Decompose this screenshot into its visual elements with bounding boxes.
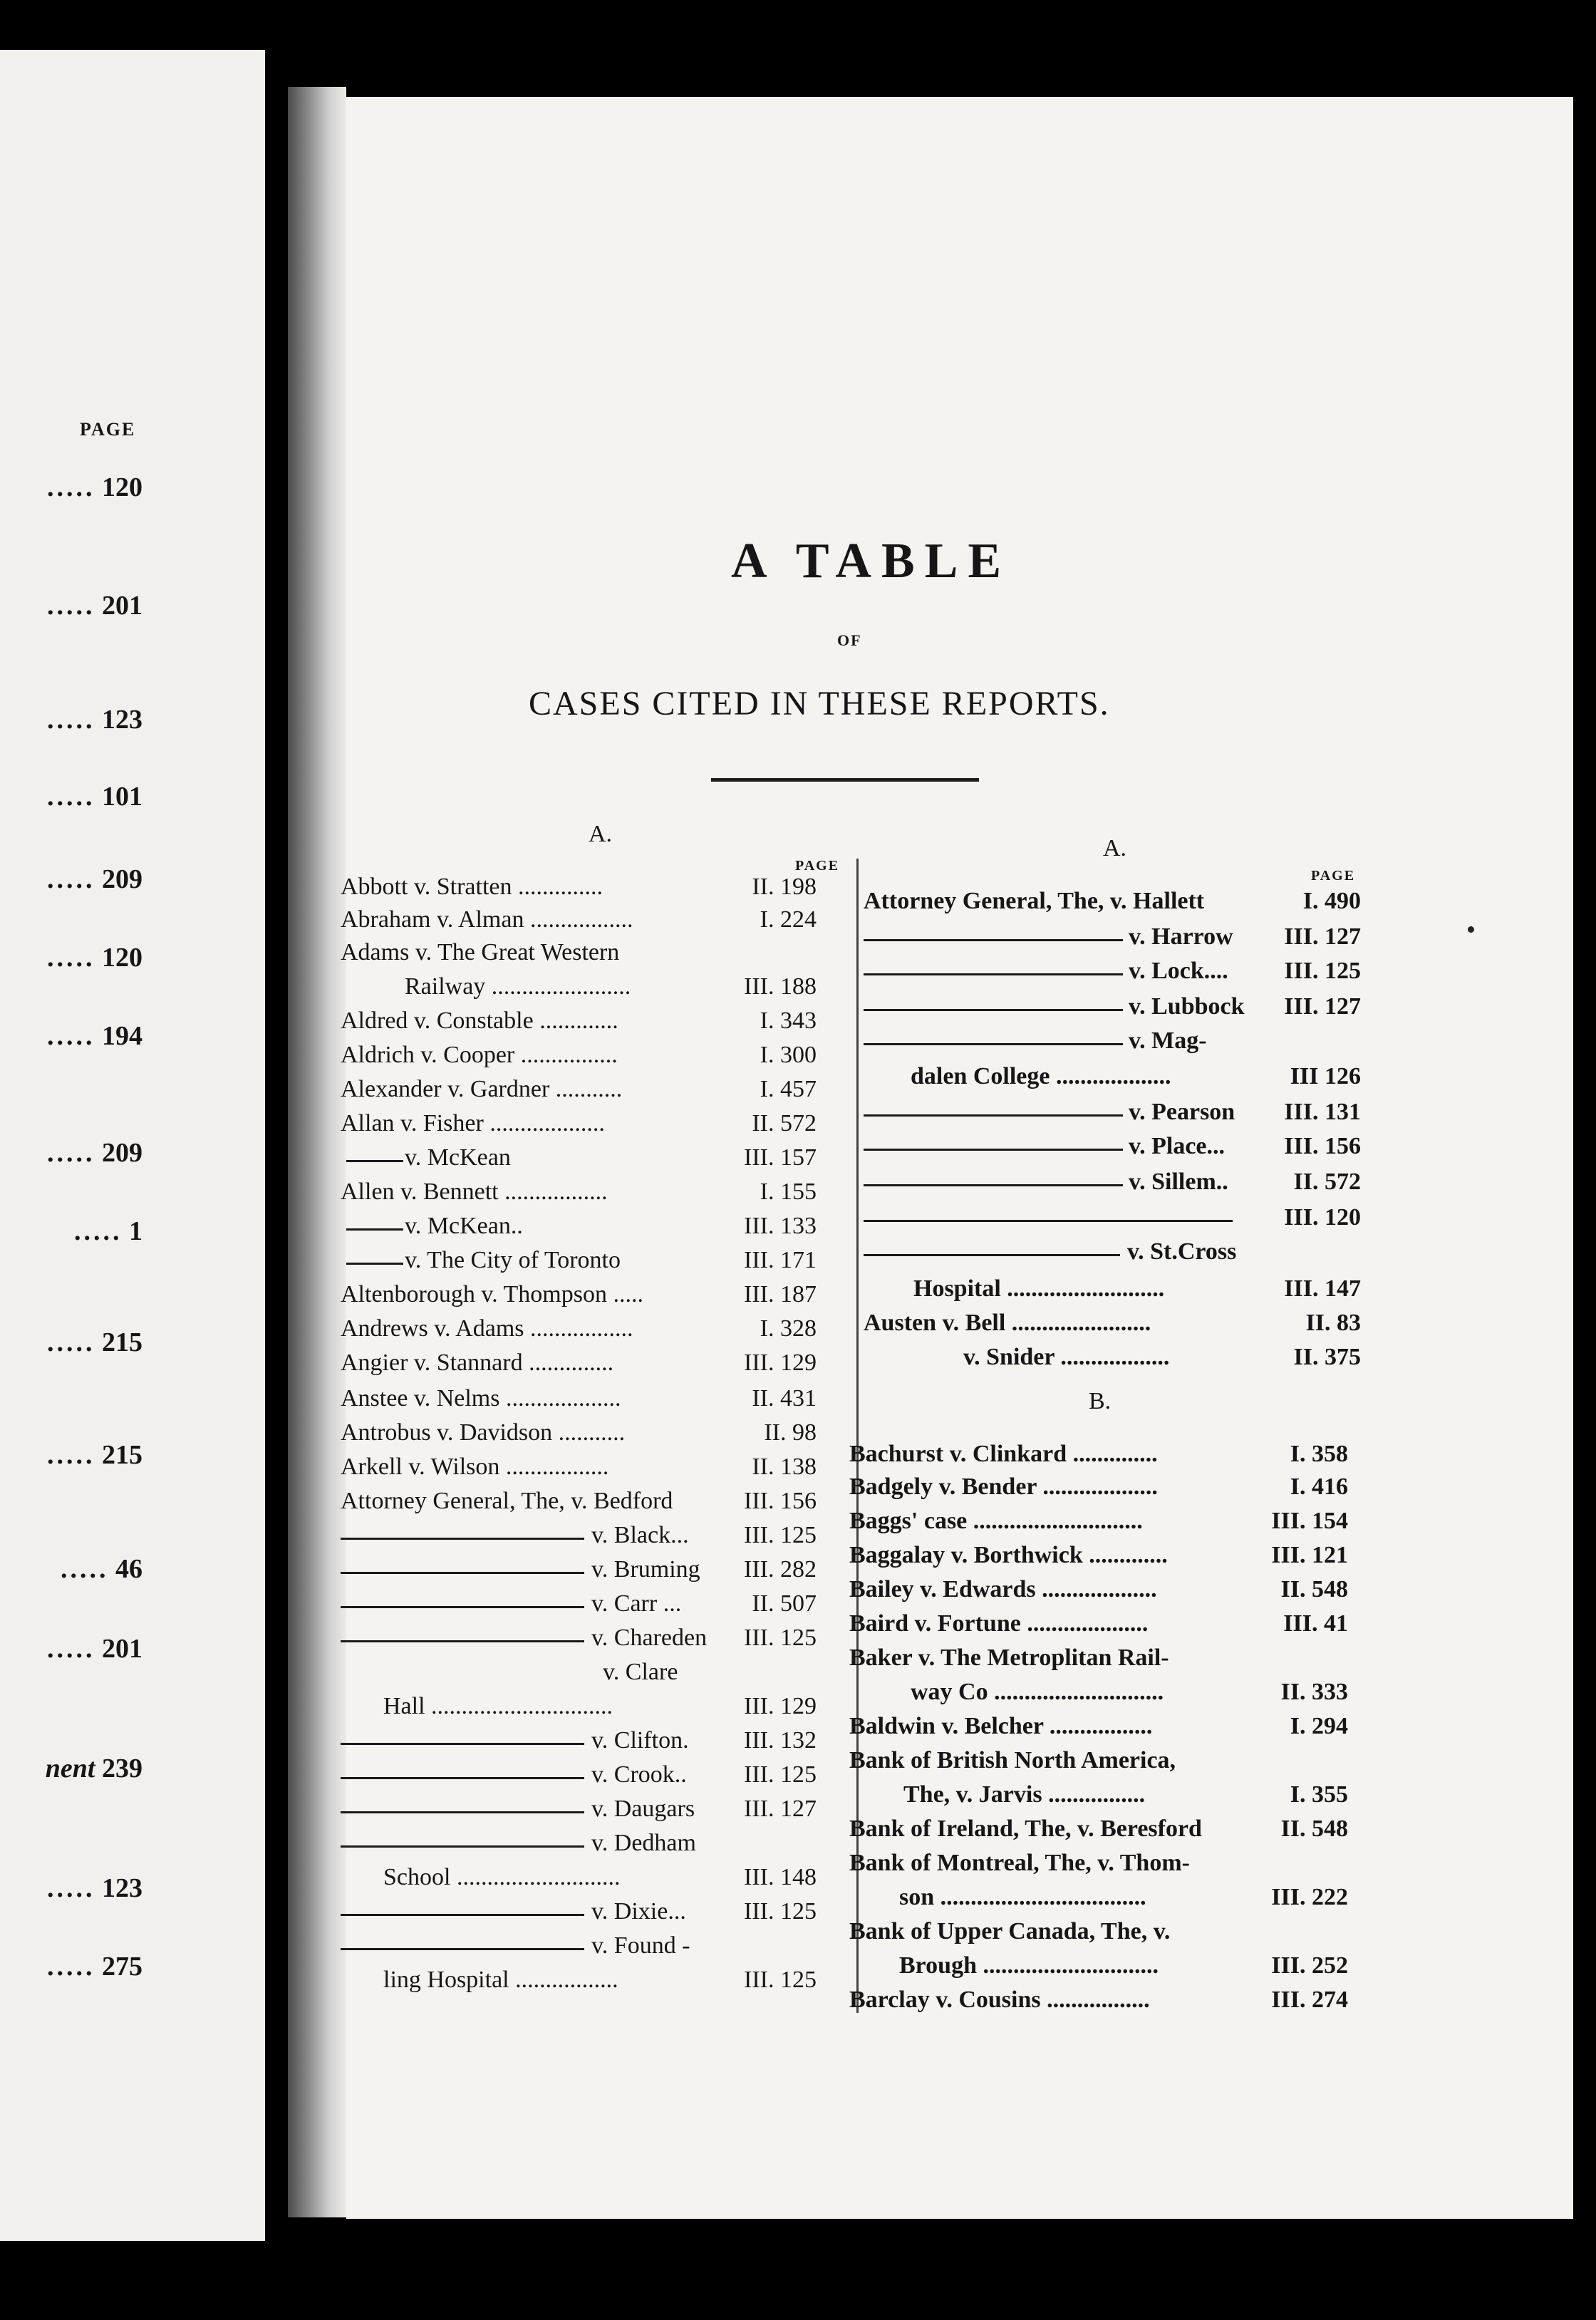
case-page: III. 41 xyxy=(1283,1610,1348,1637)
case-entry xyxy=(341,1488,817,1516)
case-name: v. Crook.. xyxy=(591,1761,687,1788)
right-column-letter-a: A. xyxy=(1103,835,1127,861)
case-name: Abbott v. Stratten .............. xyxy=(341,874,603,900)
case-entry xyxy=(341,1144,817,1173)
case-name: Adams v. The Great Western xyxy=(341,939,620,965)
left-page-row-page: 123 xyxy=(102,705,142,735)
leader-dots: ..... xyxy=(61,1554,109,1584)
case-name: Barclay v. Cousins ................. xyxy=(849,1987,1150,2013)
case-page: III. 129 xyxy=(744,1693,817,1719)
case-name: Attorney General, The, v. Bedford xyxy=(341,1488,673,1514)
left-page-row xyxy=(0,1137,142,1169)
case-page: I. 416 xyxy=(1290,1474,1348,1500)
case-entry xyxy=(864,1027,1361,1056)
case-name: v. Black... xyxy=(591,1522,689,1548)
case-entry xyxy=(341,1042,817,1070)
case-entry xyxy=(341,1247,817,1275)
case-name: v. Sillem.. xyxy=(1129,1169,1228,1195)
case-page: III. 120 xyxy=(1284,1204,1361,1231)
left-page-row-page: 201 xyxy=(102,1634,142,1664)
case-page: III. 121 xyxy=(1271,1542,1348,1568)
left-page-row xyxy=(0,704,142,735)
case-entry xyxy=(864,1204,1361,1233)
left-page-row-page: 194 xyxy=(102,1021,142,1051)
left-page-row-text: nent xyxy=(45,1754,102,1783)
left-page-row xyxy=(0,1327,142,1358)
case-entry xyxy=(341,1454,817,1482)
case-page: II. 375 xyxy=(1293,1344,1361,1370)
case-name: Badgely v. Bender ................... xyxy=(849,1474,1158,1500)
case-name: School ........................... xyxy=(383,1864,621,1890)
case-entry xyxy=(864,1344,1361,1372)
case-entry xyxy=(341,1350,817,1378)
case-entry xyxy=(864,888,1361,916)
case-page: III. 127 xyxy=(1284,993,1361,1020)
ditto-dash xyxy=(341,1777,584,1779)
case-entry xyxy=(341,1967,817,1995)
left-page-row-page: 215 xyxy=(102,1440,142,1470)
case-entry xyxy=(864,993,1361,1022)
ditto-dash xyxy=(341,1811,584,1813)
case-entry xyxy=(864,1275,1361,1304)
case-name: v. St.Cross xyxy=(1127,1238,1237,1265)
ditto-dash xyxy=(864,1184,1123,1186)
left-page-row xyxy=(0,942,142,973)
left-page-row-page: 239 xyxy=(102,1754,142,1783)
left-page-row-page: 275 xyxy=(102,1952,142,1982)
case-name: v. Snider .................. xyxy=(963,1344,1170,1370)
case-page: II. 572 xyxy=(1293,1169,1361,1195)
left-page-row xyxy=(0,1873,142,1904)
case-name: Austen v. Bell ....................... xyxy=(864,1310,1151,1336)
ditto-dash xyxy=(341,1948,584,1950)
case-name: Baker v. The Metroplitan Rail- xyxy=(849,1645,1169,1671)
case-page: I. 224 xyxy=(760,906,817,933)
case-name: v. Harrow xyxy=(1129,923,1233,950)
case-entry xyxy=(849,1576,1348,1605)
case-entry xyxy=(849,1508,1348,1536)
leader-dots: ..... xyxy=(47,782,95,812)
case-page: II. 548 xyxy=(1280,1576,1348,1602)
ditto-dash xyxy=(864,1114,1123,1117)
case-entry xyxy=(864,1133,1361,1161)
case-page: III. 188 xyxy=(744,973,817,1000)
left-page-header: PAGE xyxy=(80,419,136,440)
case-name: v. The City of Toronto xyxy=(405,1247,621,1273)
left-page-row xyxy=(0,1020,142,1052)
case-page: III. 131 xyxy=(1284,1099,1361,1125)
case-name: dalen College ................... xyxy=(911,1063,1171,1089)
case-name: Bank of Ireland, The, v. Beresford xyxy=(849,1816,1202,1842)
case-entry xyxy=(864,1063,1361,1092)
ditto-dash xyxy=(341,1743,584,1745)
case-name: Aldred v. Constable ............. xyxy=(341,1008,618,1034)
ditto-dash xyxy=(346,1228,403,1231)
ink-spot xyxy=(1468,926,1474,933)
leader-dots: ..... xyxy=(47,864,95,894)
case-entry xyxy=(849,1781,1348,1810)
case-page: III. 125 xyxy=(744,1761,817,1788)
case-name: Arkell v. Wilson ................. xyxy=(341,1454,609,1480)
case-entry xyxy=(341,1076,817,1104)
case-page: III. 252 xyxy=(1271,1952,1348,1979)
case-page: III. 157 xyxy=(744,1144,817,1171)
case-page: I. 358 xyxy=(1290,1441,1348,1467)
left-page-row xyxy=(0,864,142,895)
case-entry xyxy=(341,906,817,935)
case-name: v. Carr ... xyxy=(591,1590,682,1617)
case-name: Bachurst v. Clinkard .............. xyxy=(849,1441,1158,1467)
case-entry xyxy=(849,1952,1348,1981)
case-page: III. 154 xyxy=(1271,1508,1348,1534)
left-page-row xyxy=(0,590,142,621)
case-entry xyxy=(341,874,817,902)
case-page: III. 187 xyxy=(744,1281,817,1307)
case-name: Anstee v. Nelms ................... xyxy=(341,1385,621,1412)
case-page: III. 148 xyxy=(744,1864,817,1890)
leader-dots: ..... xyxy=(47,1440,95,1470)
case-entry xyxy=(341,1932,817,1961)
right-column-page-header: PAGE xyxy=(1311,868,1356,884)
case-entry xyxy=(864,923,1361,952)
ditto-dash xyxy=(341,1572,584,1574)
case-page: III 126 xyxy=(1290,1063,1361,1089)
case-name: Alexander v. Gardner ........... xyxy=(341,1076,623,1102)
case-page: II. 138 xyxy=(752,1454,817,1480)
case-name: v. Clifton. xyxy=(591,1727,689,1754)
left-page-row xyxy=(0,1633,142,1664)
ditto-dash xyxy=(341,1914,584,1916)
case-entry xyxy=(341,1898,817,1927)
case-name: The, v. Jarvis ................ xyxy=(903,1781,1146,1808)
case-name: v. McKean.. xyxy=(405,1213,523,1239)
left-page-row xyxy=(0,1951,142,1982)
case-entry xyxy=(864,1310,1361,1338)
case-page: III. 156 xyxy=(1284,1133,1361,1159)
left-page xyxy=(0,50,265,2241)
ditto-dash xyxy=(864,1149,1123,1151)
page-title: A TABLE xyxy=(731,534,1012,589)
case-page: III. 125 xyxy=(1284,958,1361,984)
case-name: v. Chareden xyxy=(591,1625,708,1651)
case-page: III. 125 xyxy=(744,1898,817,1925)
left-column-page-header: PAGE xyxy=(795,858,840,874)
leader-dots: ..... xyxy=(47,1634,95,1664)
case-name: Brough ............................. xyxy=(899,1952,1159,1979)
page-subtitle: CASES CITED IN THESE REPORTS. xyxy=(529,685,1110,723)
case-name: way Co ............................ xyxy=(911,1679,1164,1705)
case-entry xyxy=(341,1796,817,1824)
case-name: Antrobus v. Davidson ........... xyxy=(341,1419,626,1446)
case-name: Baird v. Fortune .................... xyxy=(849,1610,1149,1637)
left-page-row-page: 101 xyxy=(102,782,142,812)
case-entry xyxy=(849,1441,1348,1469)
case-page: III. 147 xyxy=(1284,1275,1361,1302)
left-page-row-page: 215 xyxy=(102,1327,142,1357)
case-entry xyxy=(849,1645,1348,1673)
leader-dots: ..... xyxy=(47,705,95,735)
ditto-dash xyxy=(864,939,1123,941)
case-page: II. 431 xyxy=(752,1385,817,1412)
case-page: III. 125 xyxy=(744,1625,817,1651)
case-entry xyxy=(849,1987,1348,2015)
case-page: III. 127 xyxy=(744,1796,817,1822)
case-entry xyxy=(849,1679,1348,1707)
case-entry xyxy=(341,1385,817,1414)
right-column-letter-b: B. xyxy=(1089,1388,1112,1414)
case-name: Altenborough v. Thompson ..... xyxy=(341,1281,643,1307)
book-spine xyxy=(288,87,346,2217)
case-page: II. 83 xyxy=(1305,1310,1361,1336)
case-page: I. 355 xyxy=(1290,1781,1348,1808)
ditto-dash xyxy=(341,1845,584,1848)
left-page-row-page: 123 xyxy=(102,1873,142,1903)
case-page: II. 333 xyxy=(1280,1679,1348,1705)
case-name: v. Found - xyxy=(591,1932,690,1959)
case-name: v. Place... xyxy=(1129,1133,1226,1159)
left-page-row xyxy=(0,1439,142,1471)
case-entry xyxy=(849,1542,1348,1570)
case-page: I. 300 xyxy=(760,1042,817,1068)
case-name: Angier v. Stannard .............. xyxy=(341,1350,614,1376)
case-entry xyxy=(341,1590,817,1619)
case-name: v. Clare xyxy=(603,1659,678,1685)
case-entry xyxy=(849,1474,1348,1502)
case-page: III. 127 xyxy=(1284,923,1361,950)
left-page-row xyxy=(0,1753,142,1784)
case-entry xyxy=(341,1213,817,1241)
case-name: ling Hospital ................. xyxy=(383,1967,618,1993)
case-page: III. 133 xyxy=(744,1213,817,1239)
left-page-row-page: 120 xyxy=(102,472,142,502)
case-name: v. McKean xyxy=(405,1144,511,1171)
case-entry xyxy=(341,1693,817,1721)
case-entry xyxy=(341,1659,817,1687)
case-page: III. 274 xyxy=(1271,1987,1348,2013)
case-page: II. 507 xyxy=(752,1590,817,1617)
leader-dots: ..... xyxy=(47,591,95,621)
case-page: III. 171 xyxy=(744,1247,817,1273)
case-page: I. 457 xyxy=(760,1076,817,1102)
ditto-dash xyxy=(341,1606,584,1608)
ditto-dash xyxy=(864,1009,1123,1011)
case-entry xyxy=(341,1761,817,1790)
left-page-row-page: 209 xyxy=(102,864,142,894)
case-name: Allan v. Fisher ................... xyxy=(341,1110,605,1136)
case-page: II. 548 xyxy=(1280,1816,1348,1842)
case-entry xyxy=(864,958,1361,986)
case-name: Aldrich v. Cooper ................ xyxy=(341,1042,618,1068)
case-page: III. 125 xyxy=(744,1522,817,1548)
case-page: III. 156 xyxy=(744,1488,817,1514)
case-name: Bank of British North America, xyxy=(849,1747,1176,1773)
case-entry xyxy=(341,1727,817,1756)
case-name: Hospital .......................... xyxy=(913,1275,1165,1302)
leader-dots: ..... xyxy=(47,1327,95,1357)
leader-dots: ..... xyxy=(47,1138,95,1168)
leader-dots: ..... xyxy=(47,1873,95,1903)
left-page-row-page: 120 xyxy=(102,943,142,973)
case-name: Andrews v. Adams ................. xyxy=(341,1315,633,1342)
case-entry xyxy=(341,1281,817,1310)
case-entry xyxy=(341,1110,817,1139)
ditto-dash xyxy=(346,1160,403,1162)
case-entry xyxy=(341,1179,817,1207)
ditto-dash xyxy=(864,1043,1123,1045)
case-page: III. 129 xyxy=(744,1350,817,1376)
title-of: OF xyxy=(837,631,862,649)
case-entry xyxy=(849,1610,1348,1639)
case-entry xyxy=(849,1850,1348,1878)
leader-dots: ..... xyxy=(47,943,95,973)
left-page-row-page: 1 xyxy=(129,1216,142,1246)
ditto-dash xyxy=(864,973,1123,975)
ditto-dash xyxy=(341,1640,584,1642)
case-entry xyxy=(849,1747,1348,1776)
case-name: v. Dixie... xyxy=(591,1898,686,1925)
case-page: I. 328 xyxy=(760,1315,817,1342)
case-name: Baggs' case ............................ xyxy=(849,1508,1143,1534)
case-page: III. 125 xyxy=(744,1967,817,1993)
case-entry xyxy=(341,939,817,968)
case-name: v. Daugars xyxy=(591,1796,695,1822)
case-page: II. 198 xyxy=(752,874,817,900)
leader-dots: ..... xyxy=(47,1021,95,1051)
left-page-row-page: 201 xyxy=(102,591,142,621)
case-page: I. 294 xyxy=(1290,1713,1348,1739)
case-page: II. 572 xyxy=(752,1110,817,1136)
left-page-row-page: 209 xyxy=(102,1138,142,1168)
case-name: Hall .............................. xyxy=(383,1693,613,1719)
left-page-row xyxy=(0,1216,142,1247)
case-name: v. Lubbock xyxy=(1129,993,1245,1020)
case-name: v. Bruming xyxy=(591,1556,700,1583)
case-entry xyxy=(341,1315,817,1344)
case-entry xyxy=(341,1830,817,1858)
case-name: Allen v. Bennett ................. xyxy=(341,1179,608,1205)
case-name: v. Dedham xyxy=(591,1830,696,1856)
left-column-letter: A. xyxy=(589,821,613,847)
case-page: I. 343 xyxy=(760,1008,817,1034)
case-name: Abraham v. Alman ................. xyxy=(341,906,633,933)
case-name: v. Lock.... xyxy=(1129,958,1228,984)
case-entry xyxy=(341,1522,817,1550)
case-entry xyxy=(849,1918,1348,1947)
case-entry xyxy=(849,1713,1348,1741)
case-entry xyxy=(864,1238,1361,1267)
case-entry xyxy=(849,1816,1348,1844)
leader-dots: ..... xyxy=(74,1216,123,1246)
left-page-row-page: 46 xyxy=(115,1554,142,1584)
case-page: I. 155 xyxy=(760,1179,817,1205)
case-name: son .................................. xyxy=(899,1884,1146,1910)
ditto-dash xyxy=(346,1263,403,1265)
case-name: Baldwin v. Belcher ................. xyxy=(849,1713,1153,1739)
ditto-dash xyxy=(341,1538,584,1540)
case-name: Bailey v. Edwards ................... xyxy=(849,1576,1157,1602)
case-entry xyxy=(341,1556,817,1585)
case-name: v. Pearson xyxy=(1129,1099,1235,1125)
case-name: Railway ....................... xyxy=(405,973,631,1000)
leader-dots: ..... xyxy=(47,1952,95,1982)
case-name: Bank of Montreal, The, v. Thom- xyxy=(849,1850,1190,1876)
case-page: III. 132 xyxy=(744,1727,817,1754)
case-name: Baggalay v. Borthwick ............. xyxy=(849,1542,1168,1568)
ditto-dash xyxy=(864,1220,1233,1222)
ditto-dash xyxy=(864,1254,1120,1256)
left-page-row xyxy=(0,472,142,503)
case-page: III. 222 xyxy=(1271,1884,1348,1910)
case-entry xyxy=(864,1099,1361,1127)
case-entry xyxy=(341,1419,817,1448)
case-entry xyxy=(341,973,817,1002)
case-page: I. 490 xyxy=(1302,888,1361,914)
case-entry xyxy=(341,1008,817,1036)
case-name: v. Mag- xyxy=(1129,1027,1207,1054)
case-entry xyxy=(341,1625,817,1653)
case-name: Attorney General, The, v. Hallett xyxy=(864,888,1205,914)
title-rule xyxy=(711,778,979,782)
case-entry xyxy=(864,1169,1361,1197)
case-entry xyxy=(849,1884,1348,1912)
left-page-row xyxy=(0,1553,142,1585)
case-entry xyxy=(341,1864,817,1892)
left-page-row xyxy=(0,781,142,812)
case-name: Bank of Upper Canada, The, v. xyxy=(849,1918,1171,1944)
case-page: III. 282 xyxy=(744,1556,817,1583)
case-page: II. 98 xyxy=(764,1419,817,1446)
leader-dots: ..... xyxy=(47,472,95,502)
